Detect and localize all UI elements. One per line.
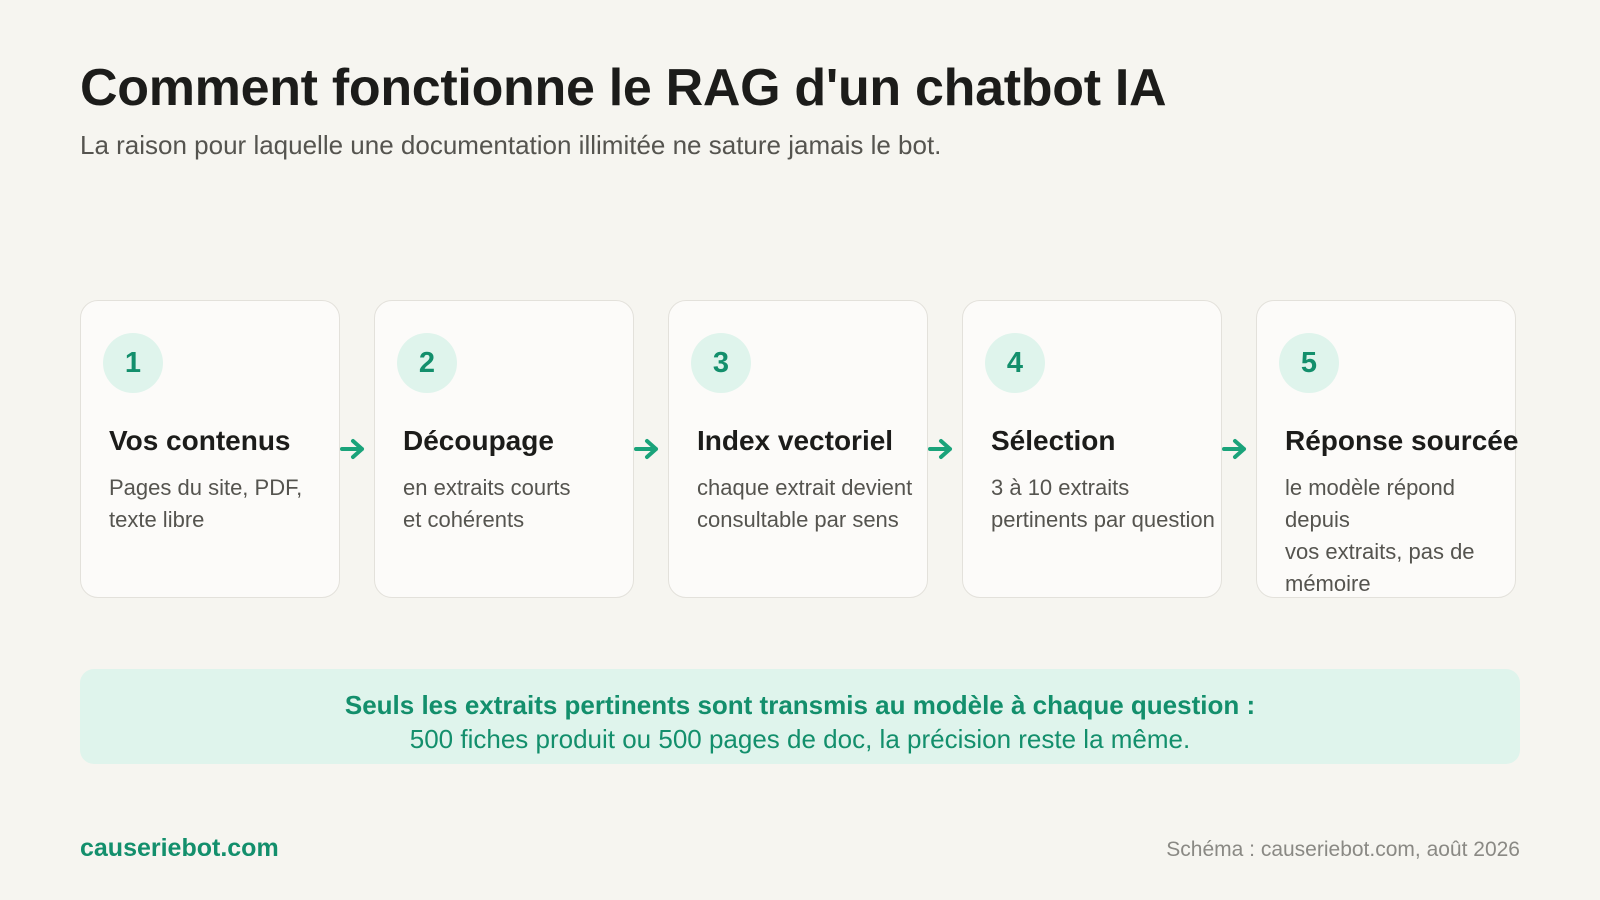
step-number-badge: 3 <box>691 333 751 393</box>
step-title: Réponse sourcée <box>1285 425 1519 456</box>
arrow-right-icon <box>340 438 366 460</box>
arrow-right-icon <box>1222 438 1248 460</box>
step-number-badge: 1 <box>103 333 163 393</box>
step-number-badge: 4 <box>985 333 1045 393</box>
key-takeaway-banner <box>80 669 1520 764</box>
step-description: 3 à 10 extraits pertinents par question <box>991 475 1215 532</box>
banner-text: 500 fiches produit ou 500 pages de doc, la précision reste la même. <box>409 724 1191 754</box>
step-card-3 <box>668 300 928 598</box>
footer-credit: Schéma : causeriebot.com, août 2026 <box>1166 838 1520 861</box>
step-title: Sélection <box>991 425 1116 456</box>
step-description: le modèle répond depuis vos extraits, pas de mémoire <box>1285 475 1475 596</box>
step-title: Découpage <box>403 425 554 456</box>
page-title: Comment fonctionne le RAG d'un chatbot IA <box>80 59 1167 117</box>
arrow-right-icon <box>928 438 954 460</box>
step-card-2 <box>374 300 634 598</box>
footer-brand: causeriebot.com <box>80 834 279 862</box>
arrow-right-icon <box>634 438 660 460</box>
step-card-4 <box>962 300 1222 598</box>
step-number-badge: 2 <box>397 333 457 393</box>
step-title: Vos contenus <box>109 425 291 456</box>
page-subtitle: La raison pour laquelle une documentation illimitée ne sature jamais le bot. <box>80 130 942 160</box>
process-steps <box>80 300 1520 600</box>
step-description: Pages du site, PDF, texte libre <box>109 475 303 532</box>
banner-headline: Seuls les extraits pertinents sont transmis au modèle à chaque question : <box>344 690 1256 720</box>
step-title: Index vectoriel <box>697 425 894 456</box>
step-card-1 <box>80 300 340 598</box>
step-card-5 <box>1256 300 1519 598</box>
step-number-badge: 5 <box>1279 333 1339 393</box>
step-description: chaque extrait devient consultable par sens <box>697 475 913 532</box>
step-description: en extraits courts et cohérents <box>403 475 571 532</box>
